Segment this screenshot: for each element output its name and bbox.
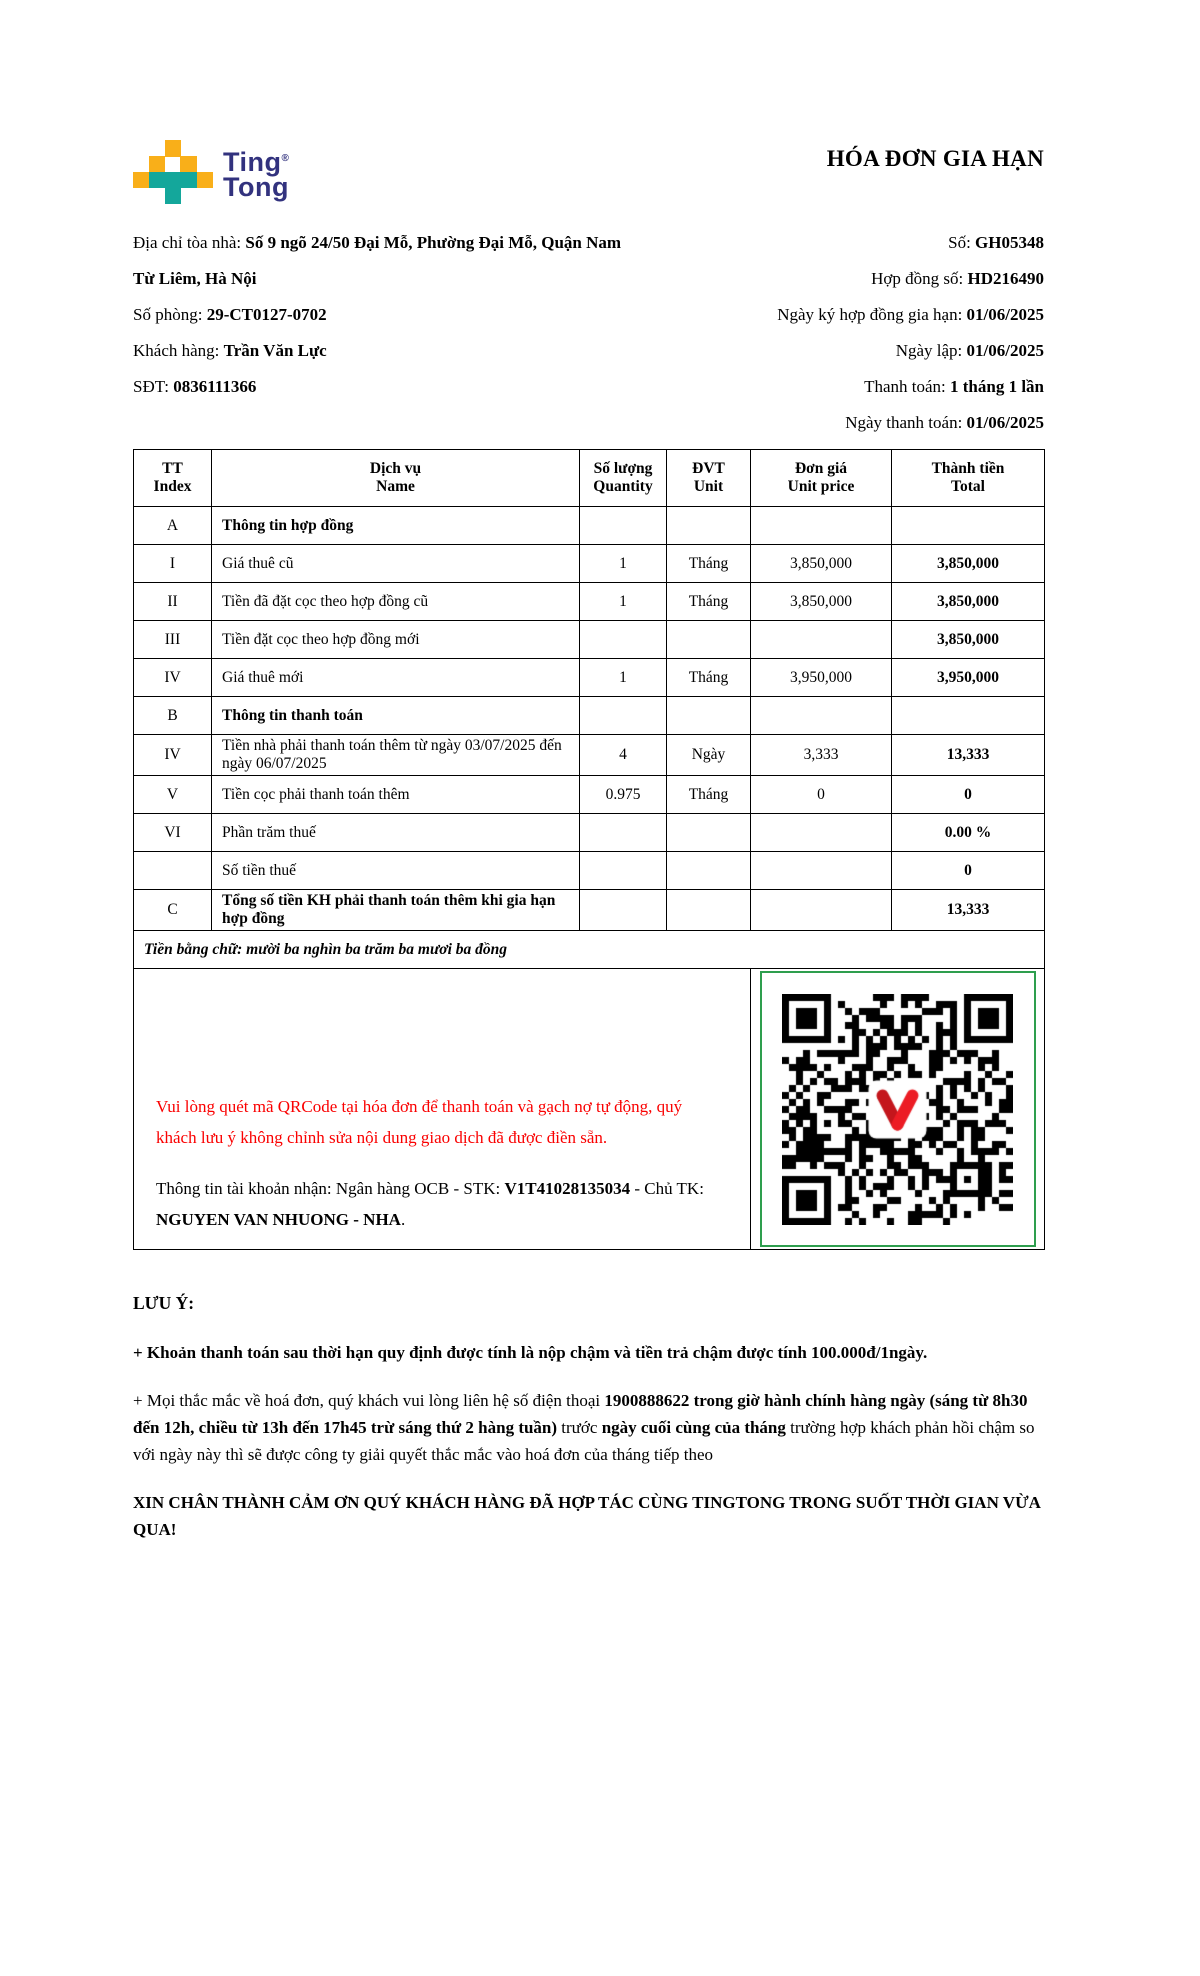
brand-line2: Tong — [223, 172, 289, 202]
customer-phone: SĐT: 0836111366 — [133, 377, 257, 396]
building-address: Địa chỉ tòa nhà: Số 9 ngõ 24/50 Đại Mỗ, Phường Đại Mỗ, Quận Nam Từ Liêm, Hà Nội — [133, 233, 622, 288]
amount-in-words: Tiền bằng chữ: mười ba nghìn ba trăm ba mươi ba đồng — [134, 931, 1045, 969]
qr-payment-notice: Vui lòng quét mã QRCode tại hóa đơn để thanh toán và gạch nợ tự động, quý khách lưu ý không chỉnh sửa nội dung giao dịch đã được điền sẵn. — [156, 1097, 683, 1147]
registered-mark: ® — [281, 153, 290, 164]
cell-name: Giá thuê mới — [212, 659, 580, 697]
cell-unit-price — [751, 852, 892, 890]
qr-row — [134, 969, 1045, 1250]
cell-index: I — [134, 545, 212, 583]
cell-name: Thông tin thanh toán — [212, 697, 580, 735]
cell-quantity — [580, 621, 667, 659]
payment-date: Ngày thanh toán: 01/06/2025 — [845, 413, 1044, 432]
cell-total — [892, 507, 1045, 545]
cell-name: Tiền nhà phải thanh toán thêm từ ngày 03/07/2025 đến ngày 06/07/2025 — [212, 735, 580, 776]
cell-index — [134, 852, 212, 890]
col-header-index: TT Index — [134, 450, 212, 507]
receiving-account-info: Thông tin tài khoản nhận: Ngân hàng OCB - STK: V1T41028135034 - Chủ TK: NGUYEN VAN NHUONG - NHA. — [156, 1179, 704, 1229]
cell-quantity — [580, 852, 667, 890]
tingtong-logo-icon — [133, 140, 212, 203]
cell-total: 3,850,000 — [892, 545, 1045, 583]
cell-total: 0 — [892, 852, 1045, 890]
room-number: Số phòng: 29-CT0127-0702 — [133, 305, 327, 324]
renewal-sign-date: Ngày ký hợp đồng gia hạn: 01/06/2025 — [777, 305, 1044, 324]
cell-quantity — [580, 697, 667, 735]
cell-total: 3,850,000 — [892, 583, 1045, 621]
cell-unit: Tháng — [667, 583, 751, 621]
table-row — [134, 545, 1045, 583]
cell-unit-price: 0 — [751, 776, 892, 814]
cell-index: IV — [134, 735, 212, 776]
cell-index: VI — [134, 814, 212, 852]
qr-code-frame — [760, 971, 1036, 1247]
footer-notes — [133, 1290, 1044, 1543]
brand-wordmark — [223, 146, 289, 200]
cell-unit-price: 3,950,000 — [751, 659, 892, 697]
table-row — [134, 697, 1045, 735]
table-row — [134, 776, 1045, 814]
table-body — [134, 507, 1045, 931]
page-title: HÓA ĐƠN GIA HẠN — [826, 146, 1044, 171]
cell-quantity: 1 — [580, 583, 667, 621]
table-row — [134, 583, 1045, 621]
cell-name: Số tiền thuế — [212, 852, 580, 890]
cell-index: III — [134, 621, 212, 659]
cell-name: Tiền đã đặt cọc theo hợp đồng cũ — [212, 583, 580, 621]
cell-quantity — [580, 890, 667, 931]
cell-quantity: 0.975 — [580, 776, 667, 814]
customer-name: Khách hàng: Trần Văn Lực — [133, 341, 327, 360]
cell-unit — [667, 852, 751, 890]
qr-code — [782, 994, 1013, 1225]
cell-quantity: 4 — [580, 735, 667, 776]
cell-unit-price — [751, 697, 892, 735]
amount-in-words-row — [134, 931, 1045, 969]
cell-total — [892, 697, 1045, 735]
cell-total: 0 — [892, 776, 1045, 814]
invoice-table — [133, 449, 1045, 1250]
brand-line1: Ting — [223, 147, 282, 177]
table-row — [134, 814, 1045, 852]
table-row — [134, 659, 1045, 697]
cell-unit-price: 3,333 — [751, 735, 892, 776]
header — [133, 140, 1044, 203]
cell-index: B — [134, 697, 212, 735]
cell-index: A — [134, 507, 212, 545]
cell-name: Tiền đặt cọc theo hợp đồng mới — [212, 621, 580, 659]
cell-index: V — [134, 776, 212, 814]
contract-number: Hợp đồng số: HD216490 — [871, 269, 1044, 288]
cell-unit-price — [751, 890, 892, 931]
tingtong-logo — [133, 140, 289, 203]
cell-unit — [667, 814, 751, 852]
payment-cycle: Thanh toán: 1 tháng 1 lần — [864, 377, 1044, 396]
cell-quantity: 1 — [580, 545, 667, 583]
invoice-number: Số: GH05348 — [948, 233, 1044, 252]
cell-name: Thông tin hợp đồng — [212, 507, 580, 545]
cell-unit — [667, 890, 751, 931]
col-header-unit-price: Đơn giá Unit price — [751, 450, 892, 507]
cell-unit-price — [751, 507, 892, 545]
cell-total: 3,850,000 — [892, 621, 1045, 659]
cell-name: Phần trăm thuế — [212, 814, 580, 852]
cell-unit — [667, 621, 751, 659]
cell-total: 13,333 — [892, 735, 1045, 776]
cell-quantity — [580, 507, 667, 545]
cell-total: 3,950,000 — [892, 659, 1045, 697]
cell-unit: Tháng — [667, 545, 751, 583]
late-payment-note: + Khoản thanh toán sau thời hạn quy định được tính là nộp chậm và tiền trả chậm được tính 100.000đ/1ngày. — [133, 1343, 928, 1362]
table-row — [134, 621, 1045, 659]
cell-name: Tiền cọc phải thanh toán thêm — [212, 776, 580, 814]
hotline-note: + Mọi thắc mắc về hoá đơn, quý khách vui lòng liên hệ số điện thoại 1900888622 trong giờ hành chính hàng ngày (sáng từ 8h30 đến 12h, chiều từ 13h đến 17h45 trừ sáng thứ 2 hàng tuần) trước ngày cuối cùng của tháng trường hợp khách phản hồi chậm so với ngày này thì sẽ được công ty giải quyết thắc mắc vào hoá đơn của tháng tiếp theo — [133, 1391, 1035, 1464]
payment-instructions-cell — [134, 969, 751, 1250]
cell-unit — [667, 507, 751, 545]
cell-total: 13,333 — [892, 890, 1045, 931]
cell-unit: Tháng — [667, 659, 751, 697]
notes-heading: LƯU Ý: — [133, 1293, 195, 1313]
table-row — [134, 735, 1045, 776]
cell-unit-price: 3,850,000 — [751, 545, 892, 583]
cell-index: IV — [134, 659, 212, 697]
table-row — [134, 852, 1045, 890]
cell-unit — [667, 697, 751, 735]
invoice-info — [133, 225, 1044, 441]
col-header-unit: ĐVT Unit — [667, 450, 751, 507]
cell-name: Tổng số tiền KH phải thanh toán thêm khi gia hạn hợp đồng — [212, 890, 580, 931]
cell-unit: Ngày — [667, 735, 751, 776]
cell-unit-price — [751, 621, 892, 659]
table-row — [134, 507, 1045, 545]
cell-name: Giá thuê cũ — [212, 545, 580, 583]
cell-unit: Tháng — [667, 776, 751, 814]
col-header-quantity: Số lượng Quantity — [580, 450, 667, 507]
col-header-total: Thành tiền Total — [892, 450, 1045, 507]
customer-info — [133, 225, 633, 441]
thank-you-note: XIN CHÂN THÀNH CẢM ƠN QUÝ KHÁCH HÀNG ĐÃ HỢP TÁC CÙNG TINGTONG TRONG SUỐT THỜI GIAN VỪA QUA! — [133, 1493, 1040, 1539]
col-header-name: Dịch vụ Name — [212, 450, 580, 507]
cell-unit-price: 3,850,000 — [751, 583, 892, 621]
cell-total: 0.00 % — [892, 814, 1045, 852]
cell-unit-price — [751, 814, 892, 852]
cell-index: II — [134, 583, 212, 621]
table-header-row — [134, 450, 1045, 507]
table-row — [134, 890, 1045, 931]
cell-quantity: 1 — [580, 659, 667, 697]
invoice-meta — [633, 225, 1044, 441]
cell-quantity — [580, 814, 667, 852]
qr-code-cell — [751, 969, 1045, 1250]
issue-date: Ngày lập: 01/06/2025 — [895, 341, 1044, 360]
cell-index: C — [134, 890, 212, 931]
